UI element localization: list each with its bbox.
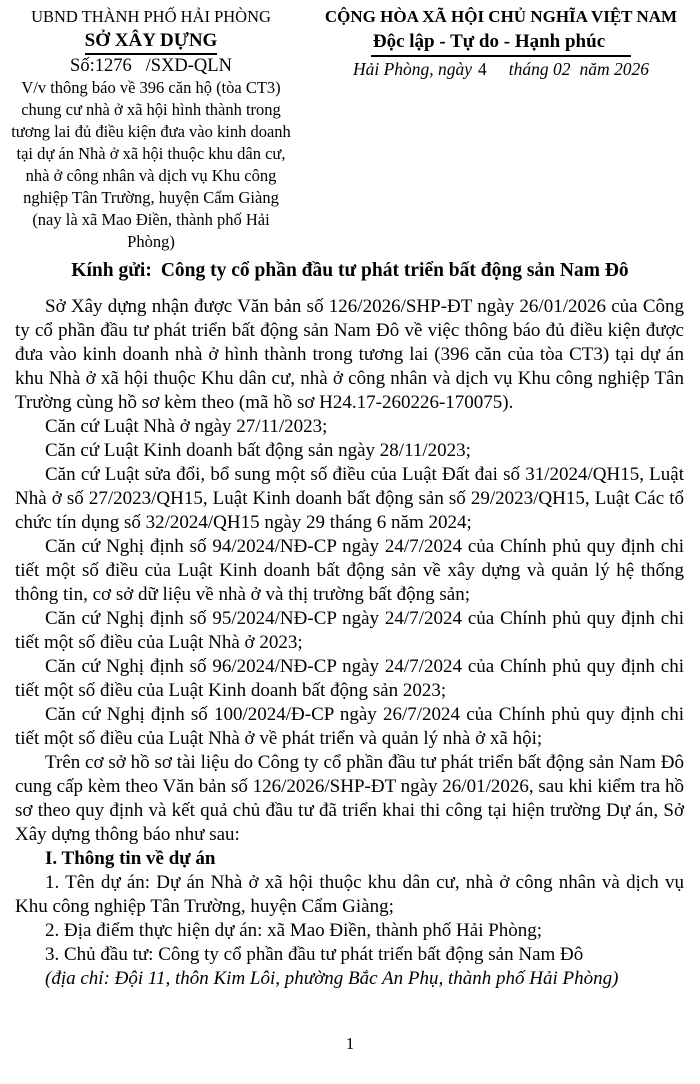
document-body: [15, 295, 684, 991]
national-header-block: [302, 6, 700, 253]
date-year-text: năm 2026: [579, 59, 650, 79]
paragraph-legal-basis-1: Căn cứ Luật Nhà ở ngày 27/11/2023;: [45, 416, 328, 437]
document-header: [0, 0, 700, 253]
place-date-prefix: Hải Phòng, ngày: [352, 59, 473, 79]
recipient-name: Công ty cổ phần đầu tư phát triển bất động sản Nam Đô: [160, 260, 629, 281]
document-subject: V/v thông báo về 396 căn hộ (tòa CT3) chung cư nhà ở xã hội hình thành trong tương lai đủ điều kiện đưa vào kinh doanh tại dự án Nhà ở xã hội thuộc khu dân cư, nhà ở công nhân và dịch vụ Khu công nghiệp Tân Trường, huyện Cẩm Giàng (nay là xã Mao Điền, thành phố Hải Phòng): [11, 78, 291, 251]
paragraph-legal-basis-6: Căn cứ Nghị định số 96/2024/NĐ-CP ngày 24/7/2024 của Chính phủ quy định chi tiết một số điều của Luật Kinh doanh bất động sản 2023;: [15, 656, 684, 701]
national-motto: [302, 30, 700, 57]
issuing-org-block: [0, 6, 302, 253]
paragraph-project-location: 2. Địa điểm thực hiện dự án: xã Mao Điền, thành phố Hải Phòng;: [45, 920, 543, 941]
date-day-number: 4: [478, 59, 487, 79]
paragraph-legal-basis-7: Căn cứ Nghị định số 100/2024/Đ-CP ngày 26/7/2024 của Chính phủ quy định chi tiết một số điều của Luật Nhà ở về phát triển và quản lý nhà ở xã hội;: [15, 704, 684, 749]
date-month-text: tháng 02: [508, 59, 571, 79]
issuing-org-name: [0, 29, 302, 55]
paragraph-investor-address: (địa chỉ: Đội 11, thôn Kim Lôi, phường Bắc An Phụ, thành phố Hải Phòng): [45, 968, 619, 989]
paragraph-intro: Sở Xây dựng nhận được Văn bản số 126/2026/SHP-ĐT ngày 26/01/2026 của Công ty cổ phần đầu tư phát triển bất động sản Nam Đô về việc thông báo đủ điều kiện được đưa vào kinh doanh nhà ở hình thành trong tương lai (396 căn của tòa CT3) tại dự án khu Nhà ở xã hội thuộc Khu dân cư, nhà ở công nhân và dịch vụ Khu công nghiệp Tân Trường cùng hồ sơ kèm theo (mã hồ sơ H24.17-260226-170075).: [15, 296, 684, 413]
place-date-line: [302, 58, 700, 80]
paragraph-legal-basis-5: Căn cứ Nghị định số 95/2024/NĐ-CP ngày 24/7/2024 của Chính phủ quy định chi tiết một số điều của Luật Nhà ở 2023;: [15, 608, 684, 653]
paragraph-project-investor: 3. Chủ đầu tư: Công ty cổ phần đầu tư phát triển bất động sản Nam Đô: [45, 944, 584, 965]
section-heading-project-info: I. Thông tin về dự án: [45, 848, 216, 869]
national-motto-text: Độc lập - Tự do - Hạnh phúc: [371, 30, 631, 57]
paragraph-legal-basis-4: Căn cứ Nghị định số 94/2024/NĐ-CP ngày 24/7/2024 của Chính phủ quy định chi tiết một số điều của Luật Kinh doanh bất động sản về xây dựng và quản lý hệ thống thông tin, cơ sở dữ liệu về nhà ở và thị trường bất động sản;: [15, 536, 684, 605]
page-number: 1: [345, 1034, 355, 1053]
recipient-label: Kính gửi:: [71, 260, 152, 281]
paragraph-legal-basis-3: Căn cứ Luật sửa đổi, bổ sung một số điều của Luật Đất đai số 31/2024/QH15, Luật Nhà ở số 27/2023/QH15, Luật Kinh doanh bất động sản số 29/2023/QH15, Luật Các tổ chức tín dụng số 32/2024/QH15 ngày 29 tháng 6 năm 2024;: [15, 464, 684, 533]
national-title: CỘNG HÒA XÃ HỘI CHỦ NGHĨA VIỆT NAM: [324, 7, 678, 26]
document-number: Số:1276 /SXD-QLN: [70, 56, 232, 76]
issuing-org-parent: UBND THÀNH PHỐ HẢI PHÒNG: [31, 7, 271, 26]
paragraph-legal-basis-2: Căn cứ Luật Kinh doanh bất động sản ngày 28/11/2023;: [45, 440, 471, 461]
recipient-line: [0, 258, 700, 283]
paragraph-project-name: 1. Tên dự án: Dự án Nhà ở xã hội thuộc khu dân cư, nhà ở công nhân và dịch vụ Khu công nghiệp Tân Trường, huyện Cẩm Giàng;: [15, 872, 684, 917]
paragraph-conclusion-intro: Trên cơ sở hồ sơ tài liệu do Công ty cổ phần đầu tư phát triển bất động sản Nam Đô cung cấp kèm theo Văn bản số 126/2026/SHP-ĐT ngày 26/01/2026, sau khi kiểm tra hồ sơ theo quy định và kết quả chủ đầu tư đã triển khai thi công tại hiện trường Dự án, Sở Xây dựng thông báo như sau:: [15, 752, 684, 845]
issuing-org-name-text: SỞ XÂY DỰNG: [85, 29, 218, 55]
